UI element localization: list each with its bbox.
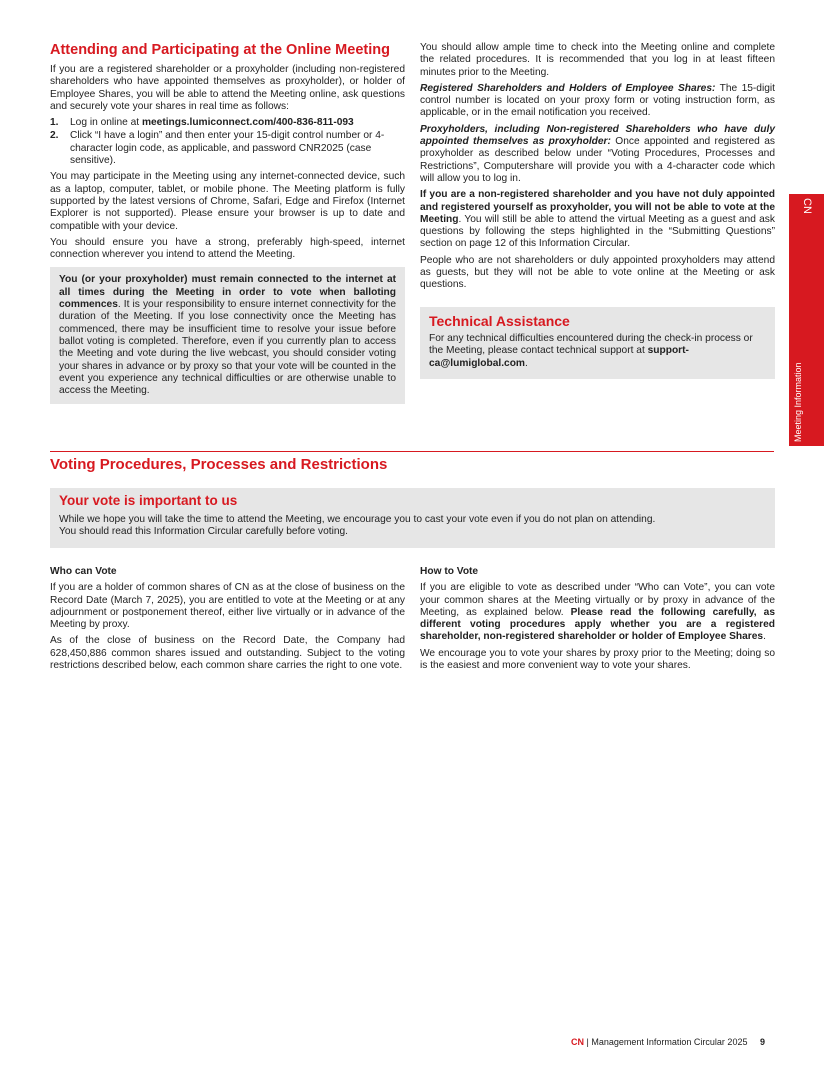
who-can-vote-paragraph-1: If you are a holder of common shares of CN as at the close of business on the Record Date (March 7, 2025), you are entitled to vote at the Meeting or at any adjournment or postponement thereof, either live virtually or in advance of the Meeting by proxy. xyxy=(50,582,405,631)
section-divider xyxy=(50,451,774,452)
step-number: 1. xyxy=(50,117,59,129)
non-registered-text: . You will still be able to attend the virtual Meeting as a guest and ask questions by following the steps highlighted in the “Submitting Questions” section on page 12 of this Information Circular. xyxy=(420,213,775,250)
proxyholders-text: Once appointed and registered as proxyholder as described below under “Voting Procedures, Processes and Restrictions”, Computershare will provide you with a 4-character code which will allow you to log in. xyxy=(420,136,775,184)
left-column xyxy=(50,42,405,404)
sidebar-brand: CN xyxy=(801,198,813,214)
attending-intro: If you are a registered shareholder or a proxyholder (including non-registered shareholders who have appointed themselves as proxyholder), or holder of Employee Shares, you will be able to attend the Meeting online, ask questions and securely vote your shares in real time as follows: xyxy=(50,64,405,112)
footer-separator: | xyxy=(586,1037,589,1047)
who-can-vote-heading: Who can Vote xyxy=(50,566,117,577)
vote-important-line-1: While we hope you will take the time to attend the Meeting, we encourage you to cast your vote even if you do not plan on attending. xyxy=(59,513,656,525)
connectivity-notice-text: . It is your responsibility to ensure internet connectivity for the duration of the Meeting. If you lose connectivity once the Meeting has commenced, there may be insufficient time to resolve your issue before ballot voting is completed. Therefore, even if you currently plan to access the Meeting and vote during the live webcast, you should consider voting your shares in advance or by proxy so that your vote will be counted in the event you experience any technical difficulties or are otherwise unable to access the Meeting. xyxy=(59,299,396,397)
how-to-vote-section xyxy=(420,566,775,676)
technical-assistance-text xyxy=(429,333,766,370)
step-1 xyxy=(50,117,405,129)
vote-important-heading: Your vote is important to us xyxy=(59,493,238,508)
footer-brand: CN xyxy=(571,1037,584,1047)
non-registered-paragraph xyxy=(420,189,775,250)
tech-text: For any technical difficulties encountered during the check-in process or the Meeting, please contact technical support at xyxy=(429,332,753,357)
step-number: 2. xyxy=(50,130,59,142)
how-to-vote-heading: How to Vote xyxy=(420,566,479,577)
registered-label: Registered Shareholders and Holders of Employee Shares: xyxy=(420,82,716,94)
meeting-url[interactable]: meetings.lumiconnect.com/400-836-811-093 xyxy=(141,117,354,129)
section-heading-attending: Attending and Participating at the Online Meeting xyxy=(50,42,390,58)
proxyholders-paragraph xyxy=(420,124,775,185)
step-text: Click “I have a login” and then enter your 15-digit control number or 4-character login code, as applicable, and password CNR2025 (case sensitive). xyxy=(70,130,385,167)
vote-important-line-2: You should read this Information Circular carefully before voting. xyxy=(59,526,348,537)
proxyholders-label: Proxyholders, including Non-registered Shareholders who have duly appointed themselves as proxyholder: xyxy=(420,123,775,148)
support-email-link[interactable]: support-ca@lumiglobal.com xyxy=(429,345,689,369)
step-text: Log in online at xyxy=(70,117,142,129)
who-can-vote-section xyxy=(50,566,405,676)
step-2 xyxy=(50,130,405,167)
technical-assistance-box xyxy=(420,307,775,379)
connectivity-notice xyxy=(59,274,396,397)
non-registered-bold: If you are a non-registered shareholder and you have not duly appointed and registered yourself as proxyholder, you will not be able to vote at the Meeting xyxy=(420,189,775,225)
login-steps xyxy=(50,117,405,167)
how-to-vote-end: . xyxy=(763,631,766,643)
page-footer xyxy=(571,1037,765,1047)
device-paragraph: You may participate in the Meeting using any internet-connected device, such as a laptop, computer, tablet, or mobile phone. The Meeting platform is fully supported by the latest versions of Chrome, Safari, Edge and Firefox (Internet Explorer is not supported). Please ensure your browser is up to date and compatible with your device. xyxy=(50,171,405,232)
how-to-vote-text: If you are eligible to vote as described under “Who can Vote”, you can vote your common shares at the Meeting virtually or by proxy in advance of the Meeting, as explained below. xyxy=(420,582,775,618)
sidebar-label: Meeting Information xyxy=(793,362,803,442)
connectivity-notice-box xyxy=(50,267,405,404)
connection-paragraph: You should ensure you have a strong, preferably high-speed, internet connection wherever you intend to attend the Meeting. xyxy=(50,236,405,261)
section-tab-sidebar xyxy=(789,194,824,446)
right-column xyxy=(420,42,775,379)
technical-assistance-heading: Technical Assistance xyxy=(429,312,570,329)
how-to-vote-bold: Please read the following carefully, as different voting procedures apply whether you are a registered shareholder, non-registered shareholder or holder of Employee Shares xyxy=(420,606,776,643)
registered-text: The 15-digit control number is located on your proxy form or voting instruction form, as applicable, or in the email notification you received. xyxy=(420,82,775,119)
connectivity-notice-bold: You (or your proxyholder) must remain connected to the internet at all times during the Meeting in order to vote when balloting commences xyxy=(59,274,396,311)
page-number: 9 xyxy=(759,1037,765,1047)
who-can-vote-paragraph-2: As of the close of business on the Record Date, the Company had 628,450,886 common shares issued and outstanding. Subject to the voting restrictions described below, each common share carries the right to one vote. xyxy=(50,635,405,672)
footer-title: Management Information Circular 2025 xyxy=(591,1037,748,1047)
guests-paragraph: People who are not shareholders or duly appointed proxyholders may attend as guests, but they will not be able to vote online at the Meeting or ask questions. xyxy=(420,254,775,291)
how-to-vote-paragraph-1 xyxy=(420,582,775,643)
how-to-vote-paragraph-2: We encourage you to vote your shares by proxy prior to the Meeting; doing so is the easiest and more convenient way to vote your shares. xyxy=(420,647,775,672)
section-heading-voting: Voting Procedures, Processes and Restrictions xyxy=(50,456,388,473)
ample-time-paragraph: You should allow ample time to check into the Meeting online and complete the related procedures. It is recommended that you log in at least fifteen minutes prior to the Meeting. xyxy=(420,42,775,78)
vote-important-box xyxy=(50,488,775,548)
registered-paragraph xyxy=(420,83,775,120)
tech-end: . xyxy=(524,357,528,369)
